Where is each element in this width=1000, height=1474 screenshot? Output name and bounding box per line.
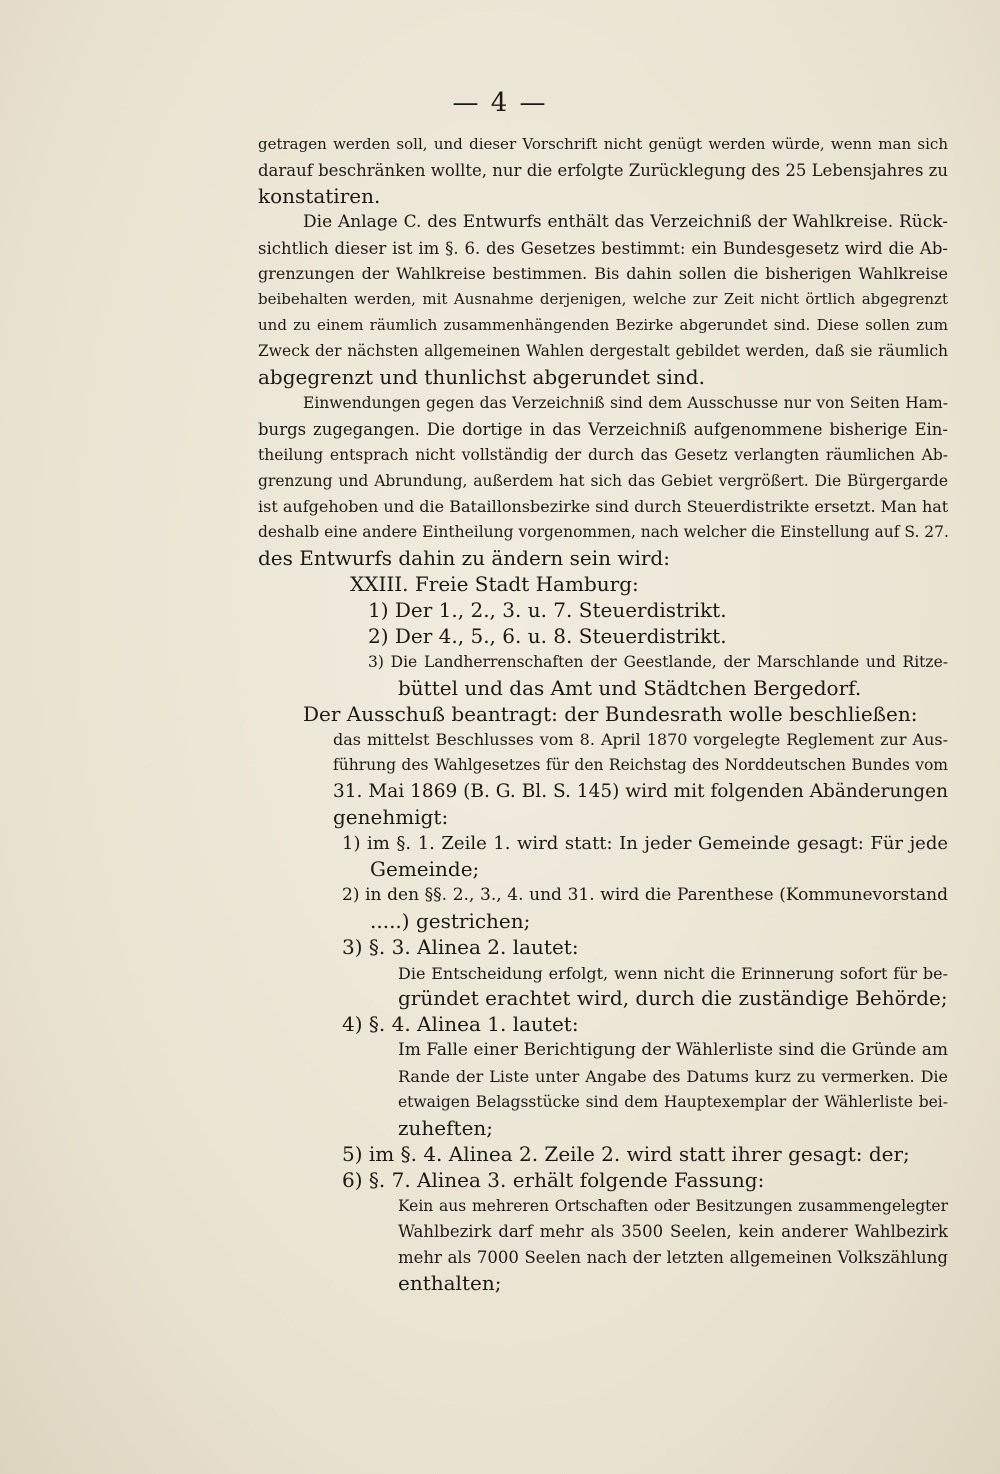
text-line: getragen werden soll, und dieser Vorschrift nicht genügt werden würde, wenn man sich: [258, 135, 948, 153]
text-line: 1) Der 1., 2., 3. u. 7. Steuerdistrikt.: [368, 598, 727, 623]
text-line: abgegrenzt und thunlichst abgerundet sind.: [258, 365, 705, 390]
text-line: Die Entscheidung erfolgt, wenn nicht die Erinnerung sofort für be-: [398, 963, 948, 983]
text-line: 2) in den §§. 2., 3., 4. und 31. wird die Parenthese (Kommunevorstand: [342, 884, 948, 905]
text-line: sichtlich dieser ist im §. 6. des Gesetzes bestimmt: ein Bundesgesetz wird die Ab-: [258, 238, 948, 258]
text-line: und zu einem räumlich zusammenhängenden Bezirke abgerundet sind. Diese sollen zum: [258, 316, 948, 335]
text-line: 31. Mai 1869 (B. G. Bl. S. 145) wird mit folgenden Abänderungen: [333, 781, 948, 803]
text-line: Einwendungen gegen das Verzeichniß sind dem Ausschusse nur von Seiten Ham-: [303, 393, 948, 412]
text-line: 6) §. 7. Alinea 3. erhält folgende Fassung:: [342, 1167, 765, 1192]
text-line: mehr als 7000 Seelen nach der letzten allgemeinen Volkszählung: [398, 1248, 948, 1268]
text-line: des Entwurfs dahin zu ändern sein wird:: [258, 546, 670, 571]
text-line: büttel und das Amt und Städtchen Bergedorf.: [398, 675, 862, 700]
text-line: Wahlbezirk darf mehr als 3500 Seelen, kein anderer Wahlbezirk: [398, 1222, 948, 1242]
text-line: theilung entsprach nicht vollständig der durch das Gesetz verlangten räumlichen Ab-: [258, 445, 948, 464]
text-line: gründet erachtet wird, durch die zuständige Behörde;: [398, 986, 948, 1011]
text-line: darauf beschränken wollte, nur die erfolgte Zurücklegung des 25 Lebensjahres zu: [258, 160, 948, 180]
text-line: 4) §. 4. Alinea 1. lautet:: [342, 1012, 579, 1037]
text-line: Zweck der nächsten allgemeinen Wahlen dergestalt gebildet werden, daß sie räumlich: [258, 342, 948, 361]
text-line: 2) Der 4., 5., 6. u. 8. Steuerdistrikt.: [368, 623, 727, 648]
text-line: führung des Wahlgesetzes für den Reichstag des Norddeutschen Bundes vom: [333, 756, 948, 775]
text-line: deshalb eine andere Eintheilung vorgenommen, nach welcher die Einstellung auf S. 27.: [258, 523, 949, 542]
text-line: .....) gestrichen;: [370, 908, 531, 933]
text-line: burgs zugegangen. Die dortige in das Verzeichniß aufgenommene bisherige Ein-: [258, 419, 948, 439]
text-line: zuheften;: [398, 1115, 494, 1140]
text-line: XXIII. Freie Stadt Hamburg:: [350, 572, 639, 597]
text-line: 3) Die Landherrenschaften der Geestlande, der Marschlande und Ritze-: [368, 652, 948, 671]
text-line: Im Falle einer Berichtigung der Wählerliste sind die Gründe am: [398, 1040, 948, 1061]
text-line: 3) §. 3. Alinea 2. lautet:: [342, 934, 579, 959]
text-line: Der Ausschuß beantragt: der Bundesrath wolle beschließen:: [303, 701, 918, 726]
document-body: [258, 132, 948, 1297]
text-line: konstatiren.: [258, 183, 381, 208]
text-line: ist aufgehoben und die Bataillonsbezirke sind durch Steuerdistrikte ersetzt. Man hat: [258, 497, 949, 517]
text-line: grenzungen der Wahlkreise bestimmen. Bis dahin sollen die bisherigen Wahlkreise: [258, 264, 948, 284]
text-line: genehmigt:: [333, 805, 449, 830]
text-line: das mittelst Beschlusses vom 8. April 1870 vorgelegte Reglement zur Aus-: [333, 730, 948, 750]
text-line: Kein aus mehreren Ortschaften oder Besitzungen zusammengelegter: [398, 1196, 948, 1215]
page-number: — 4 —: [452, 88, 548, 118]
text-line: Gemeinde;: [370, 856, 480, 881]
text-line: Die Anlage C. des Entwurfs enthält das Verzeichniß der Wahlkreise. Rück-: [303, 211, 948, 232]
text-line: 5) im §. 4. Alinea 2. Zeile 2. wird statt ihrer gesagt: der;: [342, 1141, 910, 1166]
text-line: 1) im §. 1. Zeile 1. wird statt: In jeder Gemeinde gesagt: Für jede: [342, 833, 948, 855]
text-line: enthalten;: [398, 1271, 502, 1296]
text-line: beibehalten werden, mit Ausnahme derjenigen, welche zur Zeit nicht örtlich abgegrenzt: [258, 290, 948, 309]
text-line: Rande der Liste unter Angabe des Datums kurz zu vermerken. Die: [398, 1067, 948, 1087]
text-line: grenzung und Abrundung, außerdem hat sich das Gebiet vergrößert. Die Bürgergarde: [258, 471, 948, 490]
text-line: etwaigen Belagsstücke sind dem Hauptexemplar der Wählerliste bei-: [398, 1092, 948, 1111]
